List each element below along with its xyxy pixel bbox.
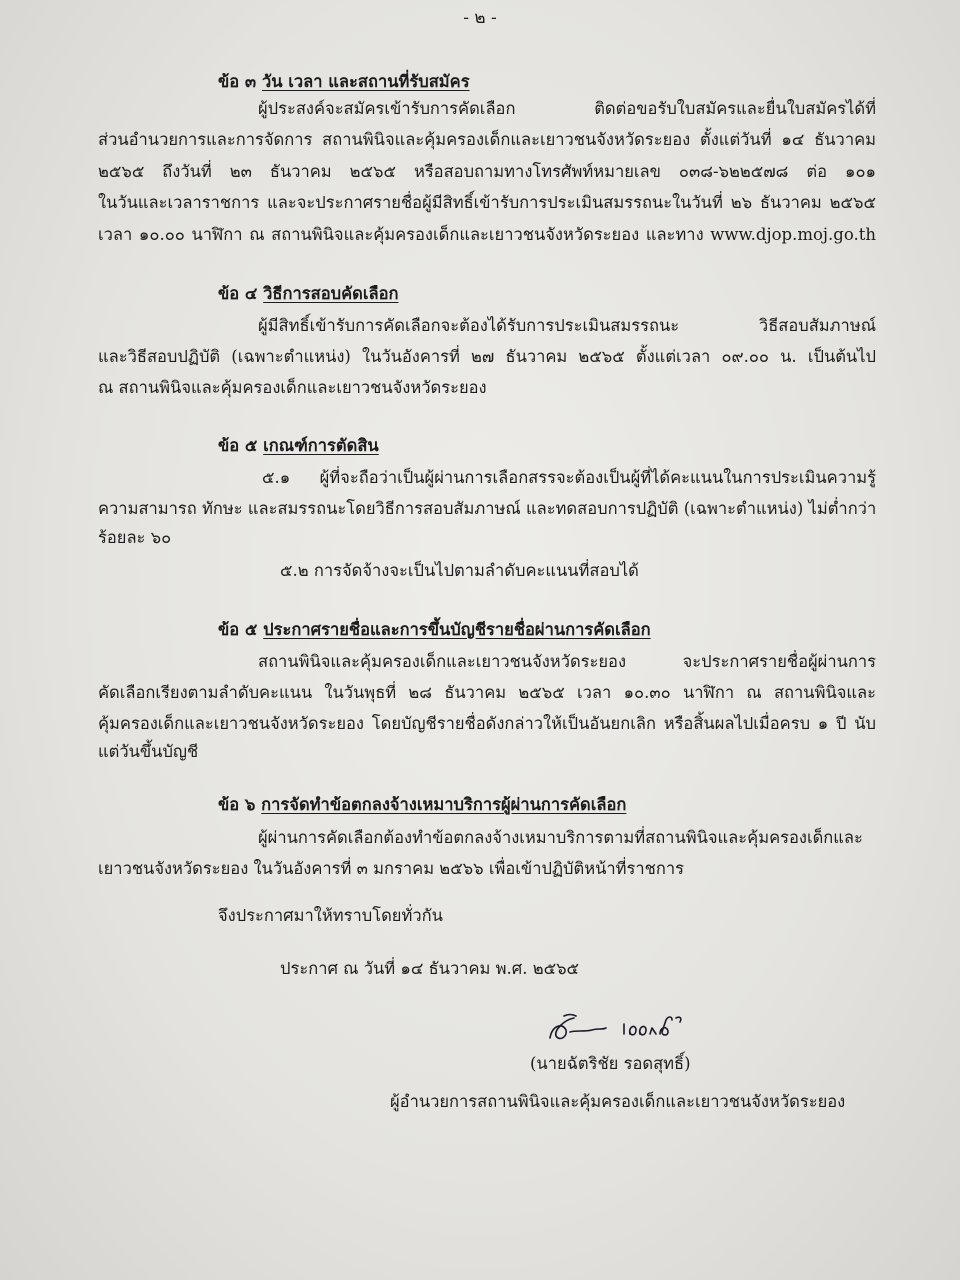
section-3-line-5: เวลา ๑๐.๐๐ นาฬิกา ณ สถานพินิจและคุ้มครองเด็กและเยาวชนจังหวัดระยอง และทาง www.djop.moj.go.th — [98, 225, 876, 244]
signer-title: ผู้อำนวยการสถานพินิจและคุ้มครองเด็กและเยาวชนจังหวัดระยอง — [390, 1092, 846, 1111]
section-3-line-3: ๒๕๖๕ ถึงวันที่ ๒๓ ธันวาคม ๒๕๖๕ หรือสอบถามทางโทรศัพท์หมายเลข ๐๓๘-๖๒๒๕๗๘ ต่อ ๑๐๑ — [98, 162, 876, 181]
section-announce-line-1: สถานพินิจและคุ้มครองเด็กและเยาวชนจังหวัดระยอง จะประกาศรายชื่อผู้ผ่านการ — [258, 652, 876, 671]
section-announce-line-3: คุ้มครองเด็กและเยาวชนจังหวัดระยอง โดยบัญชีรายชื่อดังกล่าวให้เป็นอันยกเลิก หรือสิ้นผลไปเมื่อครบ ๑ ปี นับ — [98, 714, 876, 733]
section-4-line-1: ผู้มีสิทธิ์เข้ารับการคัดเลือกจะต้องได้รับการประเมินสมรรถนะ วิธีสอบสัมภาษณ์ — [258, 316, 876, 335]
section-3-heading — [218, 70, 470, 94]
section-announce-number: ข้อ ๕ — [218, 620, 258, 639]
section-6-title: การจัดทำข้อตกลงจ้างเหมาบริการผู้ผ่านการคัดเลือก — [261, 795, 627, 814]
section-3-line-4: ในวันและเวลาราชการ และจะประกาศรายชื่อผู้มีสิทธิ์เข้ารับการประเมินสมรรถนะในวันที่ ๒๖ ธันวาคม ๒๕๖๕ — [98, 193, 876, 212]
page-number: - ๒ - — [463, 8, 497, 28]
section-4-title: วิธีการสอบคัดเลือก — [263, 284, 399, 303]
section-4-number: ข้อ ๔ — [218, 284, 258, 303]
section-3-title: วัน เวลา และสถานที่รับสมัคร — [261, 72, 470, 91]
section-announce-heading — [218, 618, 651, 642]
section-4-heading — [218, 282, 398, 306]
section-6-number: ข้อ ๖ — [218, 795, 256, 814]
section-4-line-3: ณ สถานพินิจและคุ้มครองเด็กและเยาวชนจังหวัดระยอง — [98, 378, 487, 397]
section-6-line-1: ผู้ผ่านการคัดเลือกต้องทำข้อตกลงจ้างเหมาบริการตามที่สถานพินิจและคุ้มครองเด็กและ — [258, 828, 863, 847]
section-5-number: ข้อ ๕ — [218, 436, 258, 455]
signer-name: (นายฉัตริชัย รอดสุทธิ์) — [530, 1054, 691, 1073]
section-5-line-2: ความสามารถ ทักษะ และสมรรถนะโดยวิธีการสอบสัมภาษณ์ และทดสอบการปฏิบัติ (เฉพาะตำแหน่ง) ไม่ต่ำกว่า — [98, 499, 877, 518]
announce-date: ประกาศ ณ วันที่ ๑๔ ธันวาคม พ.ศ. ๒๕๖๕ — [280, 959, 580, 978]
section-3-line-2: ส่วนอำนวยการและการจัดการ สถานพินิจและคุ้มครองเด็กและเยาวชนจังหวัดระยอง ตั้งแต่วันที่ ๑๔ ธันวาคม — [98, 130, 876, 149]
section-4-line-2: และวิธีสอบปฏิบัติ (เฉพาะตำแหน่ง) ในวันอังคารที่ ๒๗ ธันวาคม ๒๕๖๕ ตั้งแต่เวลา ๐๙.๐๐ น. เป็นต้นไป — [98, 347, 876, 366]
section-3-line-1: ผู้ประสงค์จะสมัครเข้ารับการคัดเลือก ติดต่อขอรับใบสมัครและยื่นใบสมัครได้ที่ — [258, 99, 876, 118]
section-5-line-3: ร้อยละ ๖๐ — [98, 528, 172, 547]
handwritten-signature — [540, 1008, 700, 1052]
section-5-title: เกณฑ์การตัดสิน — [263, 436, 379, 455]
section-6-line-2: เยาวชนจังหวัดระยอง ในวันอังคารที่ ๓ มกราคม ๒๕๖๖ เพื่อเข้าปฏิบัติหน้าที่ราชการ — [98, 859, 684, 878]
section-3-number: ข้อ ๓ — [218, 72, 257, 91]
section-announce-line-2: คัดเลือกเรียงตามลำดับคะแนน ในวันพุธที่ ๒๘ ธันวาคม ๒๕๖๕ เวลา ๑๐.๓๐ นาฬิกา ณ สถานพินิจและ — [98, 683, 876, 702]
section-announce-title: ประกาศรายชื่อและการขึ้นบัญชีรายชื่อผ่านการคัดเลือก — [263, 620, 651, 639]
section-announce-line-4: แต่วันขึ้นบัญชี — [98, 742, 199, 761]
section-5-line-4: ๕.๒ การจัดจ้างจะเป็นไปตามลำดับคะแนนที่สอบได้ — [280, 561, 639, 580]
closing-text: จึงประกาศมาให้ทราบโดยทั่วกัน — [218, 906, 443, 925]
section-5-line-1: ๕.๑ ผู้ที่จะถือว่าเป็นผู้ผ่านการเลือกสรรจะต้องเป็นผู้ที่ได้คะแนนในการประเมินความรู้ — [262, 468, 876, 487]
section-6-heading — [218, 793, 626, 817]
section-5-heading — [218, 434, 379, 458]
